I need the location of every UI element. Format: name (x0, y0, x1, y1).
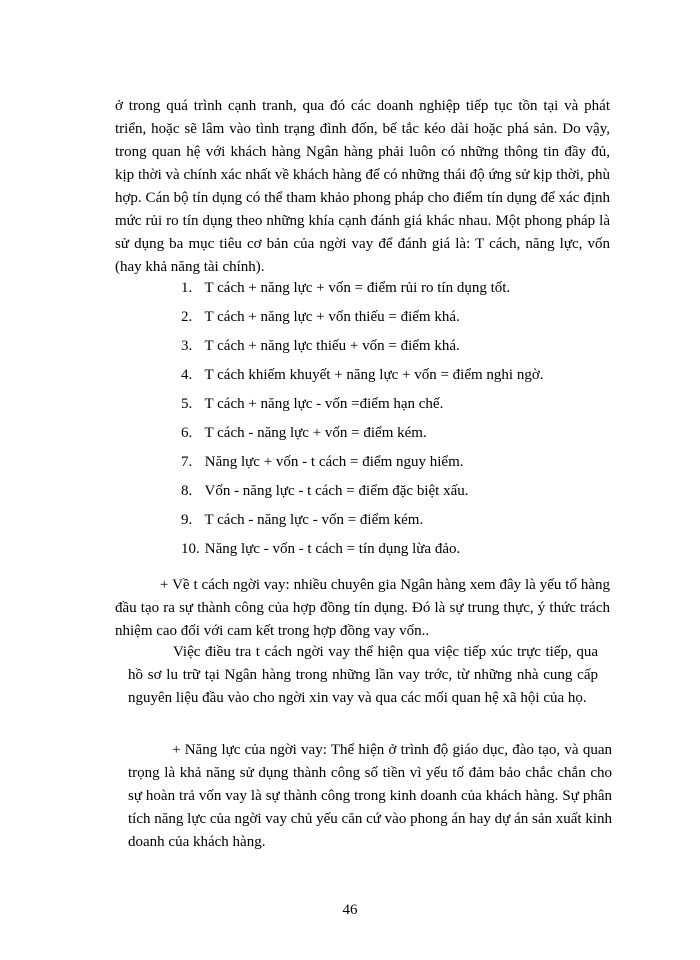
list-item: 3. T cách + năng lực thiếu + vốn = điểm khá. (181, 338, 460, 354)
list-item: 7. Năng lực + vốn - t cách = điểm nguy hiểm. (181, 454, 464, 470)
list-item: 6. T cách - năng lực + vốn = điểm kém. (181, 425, 427, 441)
list-item: 8. Vốn - năng lực - t cách = điểm đặc biệt xấu. (181, 483, 469, 499)
paragraph-credit-scoring-intro: ở trong quá trình cạnh tranh, qua đó các doanh nghiệp tiếp tục tồn tại và phát triển, hoặc sẽ lâm vào tình trạng đình đốn, bế tắc kéo dài hoặc phá sản. Do vậy, trong quan hệ với khách hàng Ngân hàng phải luôn có những thông tin đầy đủ, kịp thời và chính xác nhất về khách hàng để có những thái độ ứng sử kịp thời, phù hợp. Cán bộ tín dụng có thể tham khảo phong pháp cho điểm tín dụng để xác định mức rủi ro tín dụng theo những khía cạnh đánh giá khác nhau. Một phong pháp là sử dụng ba mục tiêu cơ bản của ngời vay để đánh giá là: T cách, năng lực, vốn (hay khả năng tài chính). (115, 98, 610, 275)
list-item: 10. Năng lực - vốn - t cách = tín dụng lừa đảo. (181, 541, 461, 557)
credit-scoring-list (181, 279, 544, 569)
paragraph-character: + Về t cách ngời vay: nhiều chuyên gia Ngân hàng xem đây là yếu tố hàng đầu tạo ra sự thành công của hợp đồng tín dụng. Đó là sự trung thực, ý thức trách nhiệm cao đối với cam kết trong hợp đồng vay vốn.. (115, 577, 610, 639)
list-item: 5. T cách + năng lực - vốn =điểm hạn chế. (181, 396, 444, 412)
paragraph-capacity: + Năng lực của ngời vay: Thể hiện ở trình độ giáo dục, đào tạo, và quan trọng là khả năng sử dụng thành công số tiền vì yếu tố đảm bảo chắc chắn cho sự hoàn trả vốn vay là sự thành công trong kinh doanh của khách hàng. Sự phân tích năng lực của ngời vay chủ yếu căn cứ vào phong án hay dự án sản xuất kinh doanh của khách hàng. (128, 742, 612, 850)
list-item: 2. T cách + năng lực + vốn thiếu = điểm khá. (181, 309, 460, 325)
list-item: 1. T cách + năng lực + vốn = điểm rủi ro tín dụng tốt. (181, 280, 511, 296)
list-item: 9. T cách - năng lực - vốn = điểm kém. (181, 512, 424, 528)
paragraph-character-investigation: Việc điều tra t cách ngời vay thể hiện qua việc tiếp xúc trực tiếp, qua hồ sơ lu trữ tại Ngân hàng trong những lần vay trớc, từ những nhà cung cấp nguyên liệu đầu vào cho ngời xin vay và qua các mối quan hệ xã hội của họ. (128, 644, 598, 706)
list-item: 4. T cách khiếm khuyết + năng lực + vốn = điểm nghi ngờ. (181, 367, 544, 383)
page-number: 46 (342, 902, 358, 918)
